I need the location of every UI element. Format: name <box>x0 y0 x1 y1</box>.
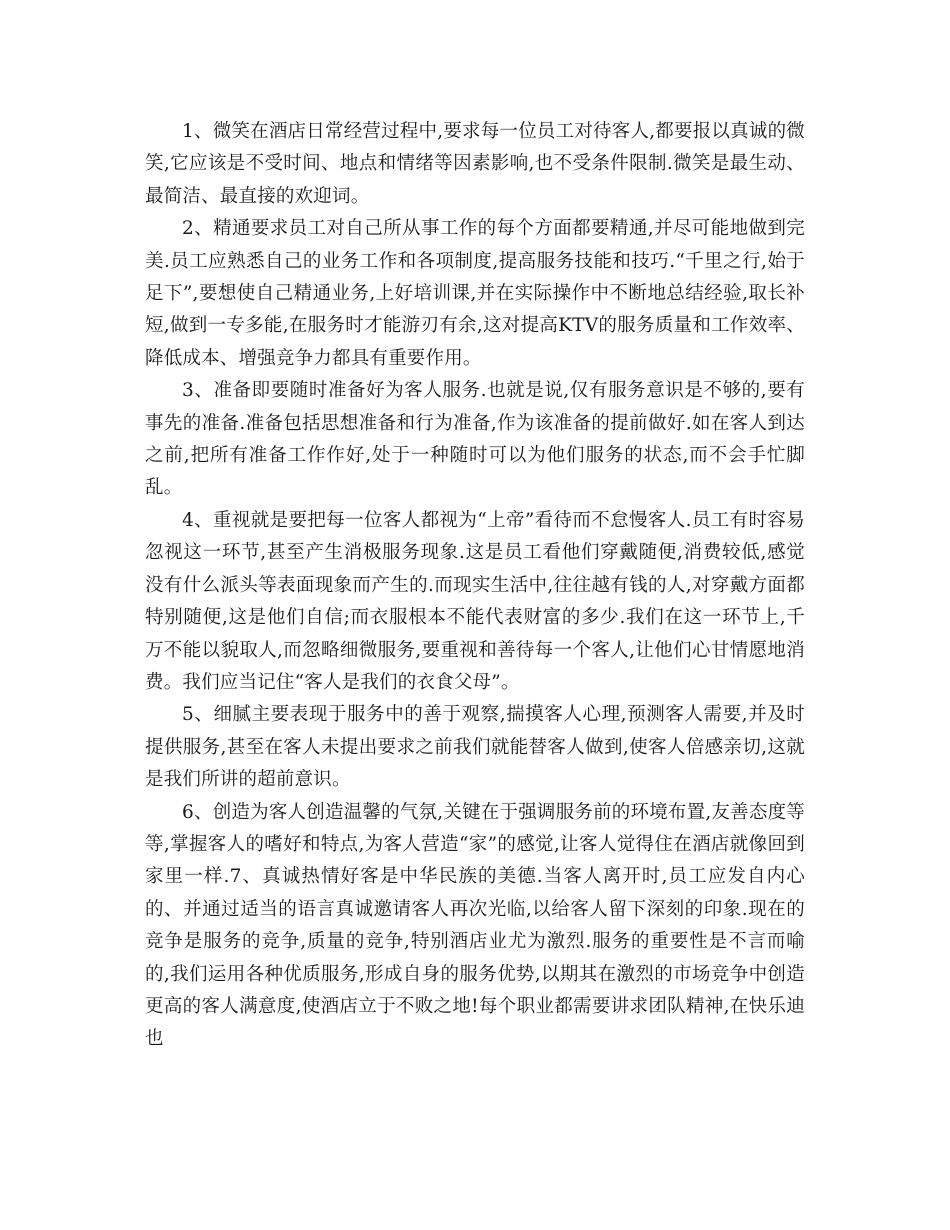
paragraph-attention: 4、重视就是要把每一位客人都视为“上帝”看待而不怠慢客人.员工有时容易忽视这一环节,甚至产生消极服务现象.这是员工看他们穿戴随便,消费较低,感觉没有什么派头等表面现象而产生的.而现实生活中,往往越有钱的人,对穿戴方面都特别随便,这是他们自信;而衣服根本不能代表财富的多少.我们在这一环节上,千万不能以貌取人,而忽略细微服务,要重视和善待每一个客人,让他们心甘情愿地消费。我们应当记住“客人是我们的衣食父母”。 <box>145 509 805 693</box>
document-body <box>145 116 805 1056</box>
paragraph-smile: 1、微笑在酒店日常经营过程中,要求每一位员工对待客人,都要报以真诚的微笑,它应该是不受时间、地点和情绪等因素影响,也不受条件限制.微笑是最生动、最简洁、最直接的欢迎词。 <box>145 121 805 207</box>
paragraph-proficiency: 2、精通要求员工对自己所从事工作的每个方面都要精通,并尽可能地做到完美.员工应熟悉自己的业务工作和各项制度,提高服务技能和技巧.“千里之行,始于足下”,要想使自己精通业务,上好培训课,并在实际操作中不断地总结经验,取长补短,做到一专多能,在服务时才能游刃有余,这对提高KTV的服务质量和工作效率、降低成本、增强竞争力都具有重要作用。 <box>145 218 805 369</box>
paragraph-attentiveness: 5、细腻主要表现于服务中的善于观察,揣摸客人心理,预测客人需要,并及时提供服务,甚至在客人未提出要求之前我们就能替客人做到,使客人倍感亲切,这就是我们所讲的超前意识。 <box>145 704 805 791</box>
paragraph-preparation: 3、准备即要随时准备好为客人服务.也就是说,仅有服务意识是不够的,要有事先的准备.准备包括思想准备和行为准备,作为该准备的提前做好.如在客人到达之前,把所有准备工作作好,处于一种随时可以为他们服务的状态,而不会手忙脚乱。 <box>145 380 805 499</box>
paragraph-creation-and-sincerity: 6、创造为客人创造温馨的气氛,关键在于强调服务前的环境布置,友善态度等等,掌握客人的嗜好和特点,为客人营造“家”的感觉,让客人觉得住在酒店就像回到家里一样.7、真诚热情好客是中华民族的美德.当客人离开时,员工应发自内心的、并通过适当的语言真诚邀请客人再次光临,以给客人留下深刻的印象.现在的竞争是服务的竞争,质量的竞争,特别酒店业尤为激烈.服务的重要性是不言而喻的,我们运用各种优质服务,形成自身的服务优势,以期其在激烈的市场竞争中创造更高的客人满意度,使酒店立于不败之地!每个职业都需要讲求团队精神,在快乐迪也 <box>145 801 805 1050</box>
